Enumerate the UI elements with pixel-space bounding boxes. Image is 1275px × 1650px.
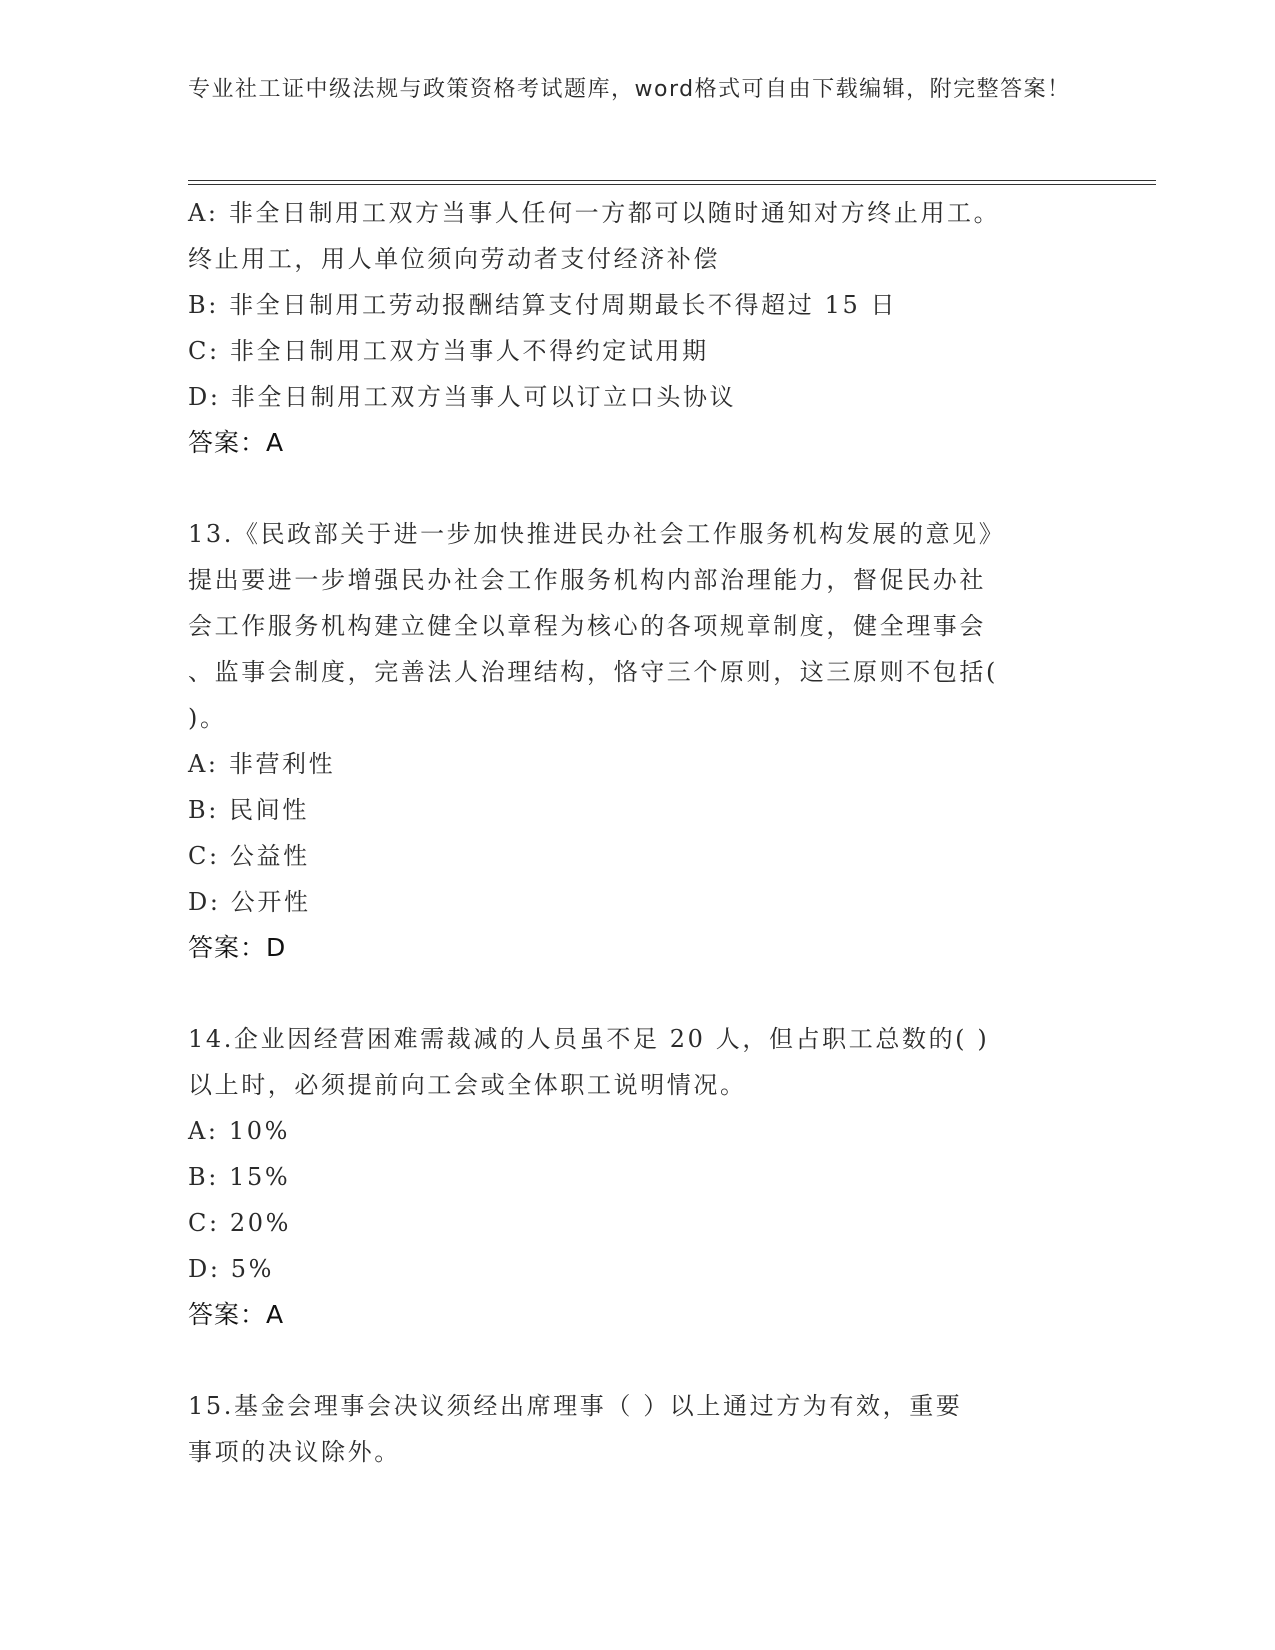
- question-stem-line-2: 提出要进一步增强民办社会工作服务机构内部治理能力，督促民办社: [188, 566, 986, 594]
- option-c: C: 20%: [188, 1209, 292, 1237]
- question-12: [188, 190, 1088, 466]
- question-content: [188, 190, 1088, 1475]
- spacer: [188, 1338, 1088, 1383]
- spacer: [188, 971, 1088, 1016]
- document-header: 专业社工证中级法规与政策资格考试题库，word格式可自由下载编辑，附完整答案！: [188, 77, 1071, 102]
- header-divider-bottom: [188, 184, 1156, 185]
- option-c: C: 非全日制用工双方当事人不得约定试用期: [188, 337, 709, 365]
- answer-label: 答案：A: [188, 1300, 285, 1329]
- question-13: [188, 511, 1088, 971]
- question-14: [188, 1016, 1088, 1338]
- option-d: D: 非全日制用工双方当事人可以订立口头协议: [188, 383, 737, 411]
- question-15: [188, 1383, 1088, 1475]
- spacer: [188, 466, 1088, 511]
- option-a-line-1: A: 非全日制用工双方当事人任何一方都可以随时通知对方终止用工。: [188, 199, 1001, 227]
- question-stem-line-2: 以上时，必须提前向工会或全体职工说明情况。: [188, 1071, 747, 1099]
- option-b: B: 民间性: [188, 796, 309, 824]
- option-a: A: 非营利性: [188, 750, 336, 778]
- option-b: B: 非全日制用工劳动报酬结算支付周期最长不得超过 15 日: [188, 291, 898, 319]
- question-stem-line-3: 会工作服务机构建立健全以章程为核心的各项规章制度，健全理事会: [188, 612, 986, 640]
- question-stem-line-1: 13.《民政部关于进一步加快推进民办社会工作服务机构发展的意见》: [188, 520, 1006, 548]
- question-stem-line-5: )。: [188, 704, 227, 732]
- answer-label: 答案：A: [188, 428, 285, 457]
- answer-label: 答案：D: [188, 933, 287, 962]
- question-stem-line-1: 14.企业因经营困难需裁减的人员虽不足 20 人，但占职工总数的( ): [188, 1025, 990, 1053]
- question-stem-line-2: 事项的决议除外。: [188, 1438, 401, 1466]
- option-a-line-2: 终止用工，用人单位须向劳动者支付经济补偿: [188, 245, 720, 273]
- question-stem-line-4: 、监事会制度，完善法人治理结构，恪守三个原则，这三原则不包括(: [188, 658, 998, 686]
- header-divider-top: [188, 180, 1156, 181]
- option-d: D: 公开性: [188, 888, 311, 916]
- question-stem-line-1: 15.基金会理事会决议须经出席理事（ ）以上通过方为有效，重要: [188, 1392, 963, 1420]
- option-b: B: 15%: [188, 1163, 291, 1191]
- option-a: A: 10%: [188, 1117, 290, 1145]
- option-c: C: 公益性: [188, 842, 310, 870]
- option-d: D: 5%: [188, 1255, 275, 1283]
